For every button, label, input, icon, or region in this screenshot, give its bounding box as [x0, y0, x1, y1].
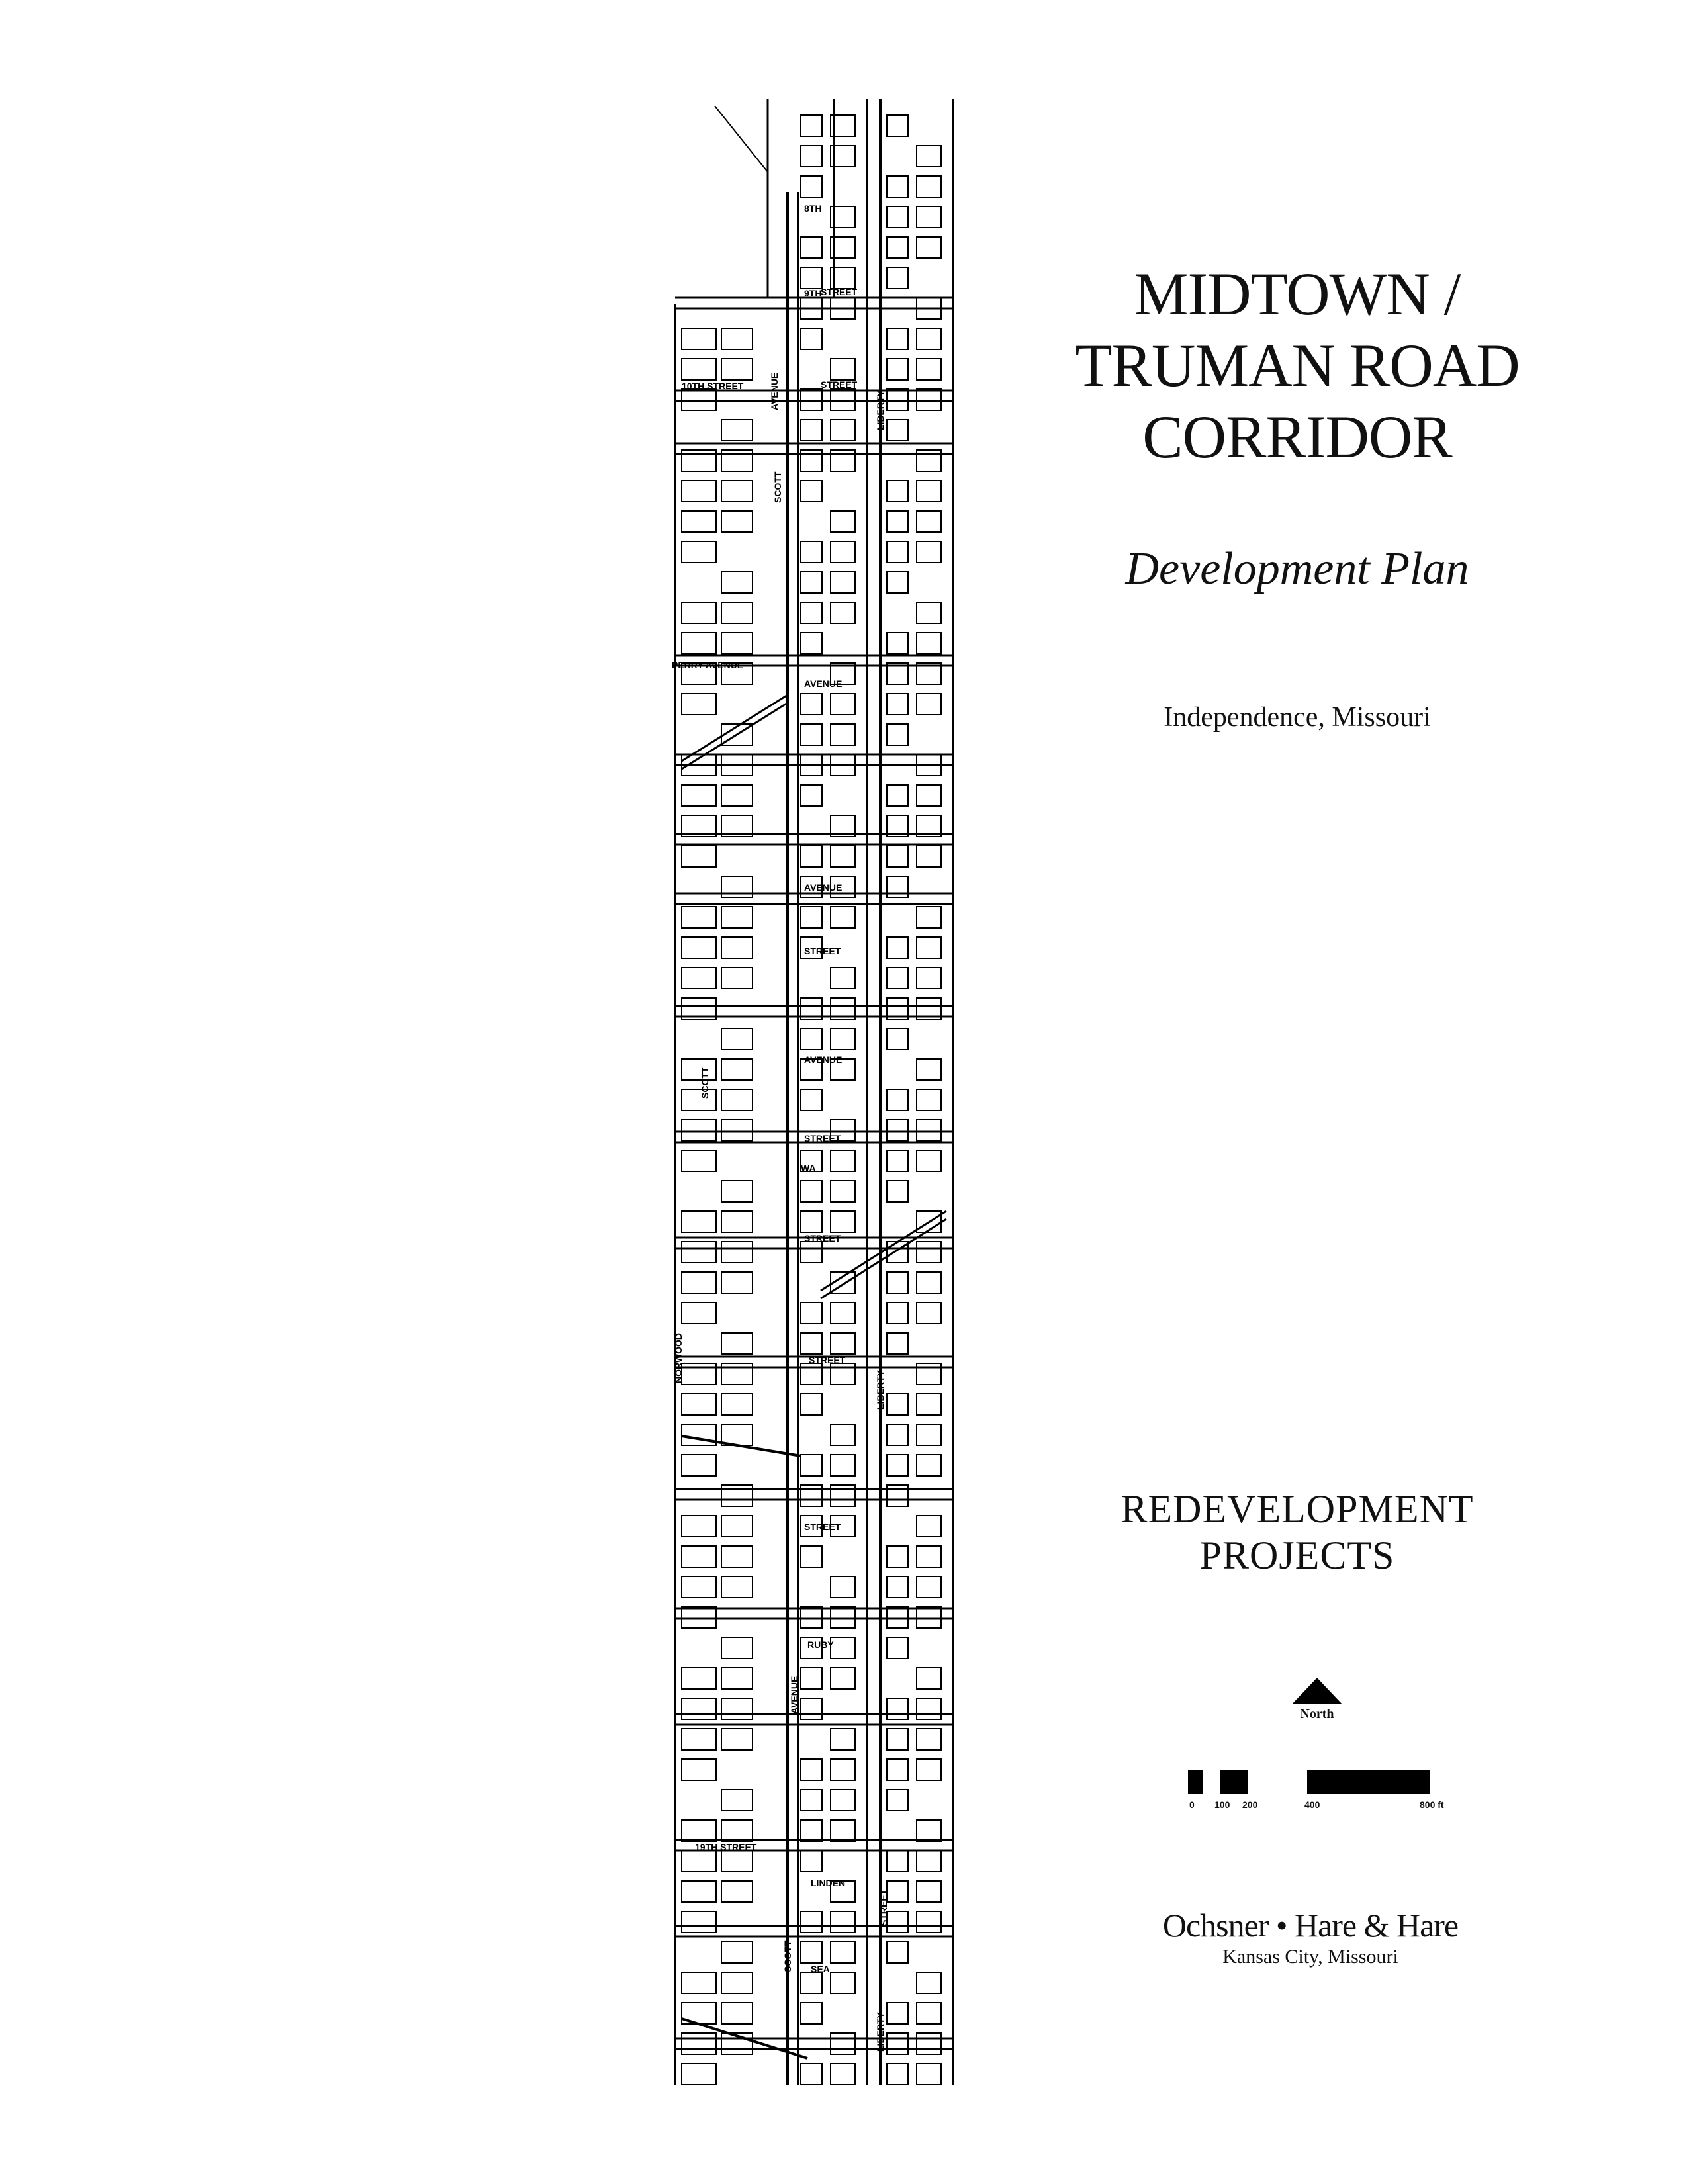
parcel — [721, 1942, 753, 1963]
parcel — [801, 115, 822, 136]
parcel — [831, 541, 855, 563]
parcel — [801, 1850, 822, 1872]
street-label: LIBERTY — [875, 2012, 886, 2052]
parcel — [917, 176, 941, 197]
parcel — [721, 420, 753, 441]
street-label: NORWOOD — [673, 1333, 684, 1383]
parcel — [682, 1242, 716, 1263]
parcel — [887, 206, 908, 228]
parcel — [917, 1059, 941, 1080]
parcel — [682, 1729, 716, 1750]
parcel — [917, 2003, 941, 2024]
parcel — [721, 1333, 753, 1354]
parcel — [682, 694, 716, 715]
parcel — [831, 1302, 855, 1324]
parcel — [831, 389, 855, 410]
street-label: WA — [801, 1163, 816, 1173]
parcel — [831, 1455, 855, 1476]
parcel — [801, 785, 822, 806]
parcel — [917, 1242, 941, 1263]
parcel — [721, 907, 753, 928]
parcel — [682, 1820, 716, 1841]
parcel — [721, 2003, 753, 2024]
parcel — [721, 1546, 753, 1567]
parcel — [801, 146, 822, 167]
scale-tick-400: 400 — [1304, 1799, 1320, 1810]
parcel — [887, 1028, 908, 1050]
scale-tick-200: 200 — [1242, 1799, 1258, 1810]
street-label: 19TH STREET — [695, 1842, 757, 1852]
parcel — [801, 1302, 822, 1324]
street-label: STREET — [804, 1522, 841, 1532]
parcel — [682, 1059, 716, 1080]
parcel — [917, 907, 941, 928]
parcel — [917, 1424, 941, 1445]
parcel — [887, 1546, 908, 1567]
parcel — [682, 480, 716, 502]
parcel — [917, 1881, 941, 1902]
parcel — [917, 937, 941, 958]
parcel — [917, 1607, 941, 1628]
parcel — [917, 389, 941, 410]
parcel — [721, 1850, 753, 1872]
parcel — [887, 937, 908, 958]
parcel — [831, 572, 855, 593]
parcel — [721, 328, 753, 349]
parcel — [917, 1394, 941, 1415]
parcel — [682, 511, 716, 532]
parcel — [917, 1729, 941, 1750]
parcel — [887, 1089, 908, 1111]
parcel — [721, 1059, 753, 1080]
parcel — [887, 1881, 908, 1902]
parcel — [831, 1790, 855, 1811]
parcel — [721, 1881, 753, 1902]
parcel — [682, 1272, 716, 1293]
parcel — [682, 359, 716, 380]
parcel — [721, 1516, 753, 1537]
subtitle: Development Plan — [1125, 543, 1469, 594]
street-label: RUBY — [807, 1639, 834, 1650]
parcel — [887, 1790, 908, 1811]
parcel — [917, 359, 941, 380]
parcel — [721, 1576, 753, 1598]
parcel — [887, 1455, 908, 1476]
parcel — [801, 1820, 822, 1841]
parcel — [831, 602, 855, 623]
street-label: SCOTT — [772, 471, 783, 503]
parcel — [887, 1911, 908, 1933]
parcel — [801, 1759, 822, 1780]
parcel — [801, 1942, 822, 1963]
parcel — [801, 267, 822, 289]
parcel — [831, 1333, 855, 1354]
street-label: LIBERTY — [875, 390, 886, 430]
parcel — [831, 1911, 855, 1933]
parcel — [801, 1911, 822, 1933]
parcel — [801, 480, 822, 502]
parcel — [887, 2003, 908, 2024]
parcel — [682, 1881, 716, 1902]
parcel — [721, 602, 753, 623]
rail-line — [682, 703, 788, 769]
parcel — [887, 1394, 908, 1415]
parcel — [917, 1089, 941, 1111]
parcel — [917, 2033, 941, 2054]
location: Independence, Missouri — [1164, 702, 1431, 733]
parcel — [801, 1028, 822, 1050]
parcel — [682, 2064, 716, 2085]
scale-bar-segment-1 — [1188, 1770, 1203, 1794]
leader-line — [715, 106, 768, 172]
parcel — [917, 1850, 941, 1872]
corridor-map-drawing — [668, 99, 960, 2085]
parcel — [801, 602, 822, 623]
parcel — [831, 1820, 855, 1841]
street-label: LINDEN — [811, 1878, 846, 1888]
parcel — [831, 2033, 855, 2054]
parcel — [801, 1790, 822, 1811]
parcel — [887, 1302, 908, 1324]
parcel — [831, 1150, 855, 1171]
street-label: AVENUE — [769, 372, 780, 410]
scale-bar — [1188, 1770, 1466, 1830]
street-label: STREET — [804, 1233, 841, 1244]
parcel — [887, 2064, 908, 2085]
parcel — [801, 694, 822, 715]
parcel — [721, 480, 753, 502]
parcel — [801, 907, 822, 928]
parcel — [831, 1668, 855, 1689]
parcel — [831, 724, 855, 745]
parcel — [801, 724, 822, 745]
parcel — [887, 968, 908, 989]
parcel — [831, 907, 855, 928]
street-label: AVENUE — [804, 882, 843, 893]
street-label: SCOTT — [782, 1940, 793, 1972]
section-heading — [1032, 1486, 1562, 1578]
parcel — [682, 1972, 716, 1993]
parcel — [831, 1424, 855, 1445]
parcel — [801, 541, 822, 563]
parcel — [887, 1607, 908, 1628]
parcel — [682, 602, 716, 623]
street-label: 8TH — [804, 203, 822, 214]
parcel — [887, 846, 908, 867]
parcel — [917, 1455, 941, 1476]
parcel — [917, 1302, 941, 1324]
rail-line — [682, 695, 788, 761]
parcel — [682, 1120, 716, 1141]
parcel — [721, 1972, 753, 1993]
street-label: 9TH — [804, 288, 822, 298]
scale-tick-100: 100 — [1214, 1799, 1230, 1810]
parcel — [917, 1120, 941, 1141]
parcel — [801, 389, 822, 410]
parcel — [682, 968, 716, 989]
parcel — [682, 1911, 716, 1933]
parcel — [801, 1181, 822, 1202]
parcel — [682, 846, 716, 867]
parcel — [682, 389, 716, 410]
parcel — [721, 1790, 753, 1811]
parcel — [917, 968, 941, 989]
parcel — [721, 1698, 753, 1719]
parcel — [887, 237, 908, 258]
parcel — [887, 1424, 908, 1445]
parcel — [801, 1394, 822, 1415]
title-line-1: MIDTOWN / — [1134, 260, 1461, 328]
parcel — [682, 1302, 716, 1324]
parcel — [917, 1820, 941, 1841]
parcel — [917, 1668, 941, 1689]
parcel — [887, 724, 908, 745]
parcel — [682, 1576, 716, 1598]
street-label: PERRY AVENUE — [672, 660, 744, 670]
parcel — [682, 2033, 716, 2054]
parcel — [887, 420, 908, 441]
parcel — [721, 1729, 753, 1750]
parcel — [917, 511, 941, 532]
parcel — [682, 1607, 716, 1628]
parcel — [887, 115, 908, 136]
parcel — [831, 2064, 855, 2085]
parcel — [721, 1089, 753, 1111]
parcel — [831, 1181, 855, 1202]
parcel — [831, 1729, 855, 1750]
section-line-2: PROJECTS — [1199, 1533, 1395, 1577]
parcel — [721, 1820, 753, 1841]
parcel — [682, 633, 716, 654]
parcel — [801, 420, 822, 441]
parcel — [801, 2003, 822, 2024]
scale-bar-segment-3 — [1307, 1770, 1430, 1794]
parcel — [887, 267, 908, 289]
parcel — [801, 2064, 822, 2085]
parcel — [831, 1211, 855, 1232]
parcel — [917, 2064, 941, 2085]
parcel — [887, 2033, 908, 2054]
parcel — [721, 1637, 753, 1659]
parcel — [721, 359, 753, 380]
parcel — [917, 1698, 941, 1719]
parcel — [682, 1455, 716, 1476]
parcel — [887, 1759, 908, 1780]
parcel — [831, 1637, 855, 1659]
north-arrow — [1277, 1678, 1357, 1722]
parcel — [801, 1546, 822, 1567]
parcel — [887, 1120, 908, 1141]
parcel — [887, 633, 908, 654]
parcel — [682, 1089, 716, 1111]
firm-city: Kansas City, Missouri — [1222, 1946, 1398, 1968]
parcel — [801, 1455, 822, 1476]
parcel — [801, 237, 822, 258]
parcel — [917, 846, 941, 867]
parcel — [917, 785, 941, 806]
parcel — [917, 694, 941, 715]
parcel — [721, 1394, 753, 1415]
parcel — [682, 1759, 716, 1780]
title-line-3: CORRIDOR — [1142, 403, 1452, 471]
parcel — [917, 1972, 941, 1993]
parcel — [917, 237, 941, 258]
parcel — [887, 1942, 908, 1963]
section-line-1: REDEVELOPMENT — [1120, 1487, 1474, 1531]
street-label: STREET — [821, 379, 858, 390]
parcel — [682, 328, 716, 349]
parcel — [721, 511, 753, 532]
parcel — [887, 359, 908, 380]
parcel — [682, 1516, 716, 1537]
parcel — [801, 1089, 822, 1111]
parcel — [917, 1150, 941, 1171]
parcel — [887, 1272, 908, 1293]
parcel — [887, 541, 908, 563]
parcel — [917, 1911, 941, 1933]
parcel — [887, 1698, 908, 1719]
parcel — [831, 1028, 855, 1050]
parcel — [682, 1850, 716, 1872]
rail-line — [821, 1219, 946, 1298]
title-block — [1032, 258, 1562, 473]
parcel — [887, 176, 908, 197]
parcel — [721, 937, 753, 958]
street-label: AVENUE — [789, 1676, 799, 1714]
parcel — [682, 1150, 716, 1171]
parcel — [721, 1668, 753, 1689]
parcel — [682, 1211, 716, 1232]
parcel — [721, 785, 753, 806]
parcel — [917, 541, 941, 563]
parcel — [887, 694, 908, 715]
parcel — [801, 572, 822, 593]
parcel — [721, 1211, 753, 1232]
parcel — [801, 1698, 822, 1719]
parcel — [831, 420, 855, 441]
parcel — [831, 359, 855, 380]
corridor-map — [668, 99, 960, 2085]
parcel — [801, 1333, 822, 1354]
parcel — [887, 1729, 908, 1750]
parcel — [887, 1576, 908, 1598]
street-label: STREET — [809, 1355, 846, 1365]
parcel — [887, 480, 908, 502]
parcel — [831, 1759, 855, 1780]
street-label: LIBERTY — [875, 1370, 886, 1410]
parcel — [831, 1942, 855, 1963]
parcel — [721, 633, 753, 654]
parcel — [721, 1242, 753, 1263]
parcel — [917, 206, 941, 228]
parcel — [801, 1668, 822, 1689]
parcel — [887, 328, 908, 349]
firm-name: Ochsner • Hare & Hare — [1162, 1907, 1459, 1944]
scale-tick-0: 0 — [1189, 1799, 1195, 1810]
parcel — [887, 785, 908, 806]
parcel — [917, 1272, 941, 1293]
parcel — [721, 1272, 753, 1293]
parcel — [801, 1211, 822, 1232]
street-label: AVENUE — [804, 1054, 843, 1065]
scale-bar-segment-2 — [1220, 1770, 1248, 1794]
parcel — [917, 633, 941, 654]
street-label: STREET — [804, 946, 841, 956]
title-line-2: TRUMAN ROAD — [1075, 332, 1520, 399]
parcel — [801, 328, 822, 349]
parcel — [721, 1181, 753, 1202]
parcel — [721, 572, 753, 593]
parcel — [831, 846, 855, 867]
parcel — [917, 602, 941, 623]
parcel — [801, 1242, 822, 1263]
parcel — [831, 1607, 855, 1628]
parcel — [682, 907, 716, 928]
street-label: 10TH STREET — [682, 381, 744, 391]
parcel — [887, 1333, 908, 1354]
parcel — [721, 968, 753, 989]
parcel — [831, 694, 855, 715]
parcel — [801, 1607, 822, 1628]
parcel — [801, 633, 822, 654]
parcel — [917, 1516, 941, 1537]
street-label: STREET — [804, 1133, 841, 1144]
parcel — [721, 1120, 753, 1141]
parcel — [917, 480, 941, 502]
parcel — [887, 389, 908, 410]
parcel — [801, 176, 822, 197]
street-label: SEA — [811, 1964, 830, 1974]
scale-tick-800: 800 ft — [1420, 1799, 1444, 1810]
north-arrow-icon — [1292, 1678, 1342, 1704]
parcel — [831, 1972, 855, 1993]
parcel — [682, 785, 716, 806]
parcel — [682, 541, 716, 563]
parcel — [682, 1394, 716, 1415]
street-label: AVENUE — [804, 678, 843, 689]
parcel — [887, 1637, 908, 1659]
parcel — [917, 1759, 941, 1780]
parcel — [831, 968, 855, 989]
parcel — [682, 1546, 716, 1567]
north-arrow-label: North — [1300, 1707, 1334, 1721]
parcel — [887, 572, 908, 593]
parcel — [682, 1668, 716, 1689]
parcel — [887, 511, 908, 532]
rail-line — [821, 1211, 946, 1291]
parcel — [917, 146, 941, 167]
parcel — [917, 1546, 941, 1567]
firm-credit — [1125, 1906, 1496, 1968]
parcel — [682, 937, 716, 958]
parcel — [887, 1150, 908, 1171]
parcel — [887, 1181, 908, 1202]
parcel — [682, 1698, 716, 1719]
parcel — [801, 846, 822, 867]
parcel — [721, 1028, 753, 1050]
parcel — [801, 1972, 822, 1993]
parcel — [917, 328, 941, 349]
parcel — [831, 1576, 855, 1598]
street-label: SCOTT — [700, 1067, 710, 1099]
street-label: STREET — [821, 287, 858, 297]
street-label: STREET — [878, 1889, 889, 1926]
parcel — [917, 1576, 941, 1598]
parcel — [831, 511, 855, 532]
parcel — [887, 1850, 908, 1872]
